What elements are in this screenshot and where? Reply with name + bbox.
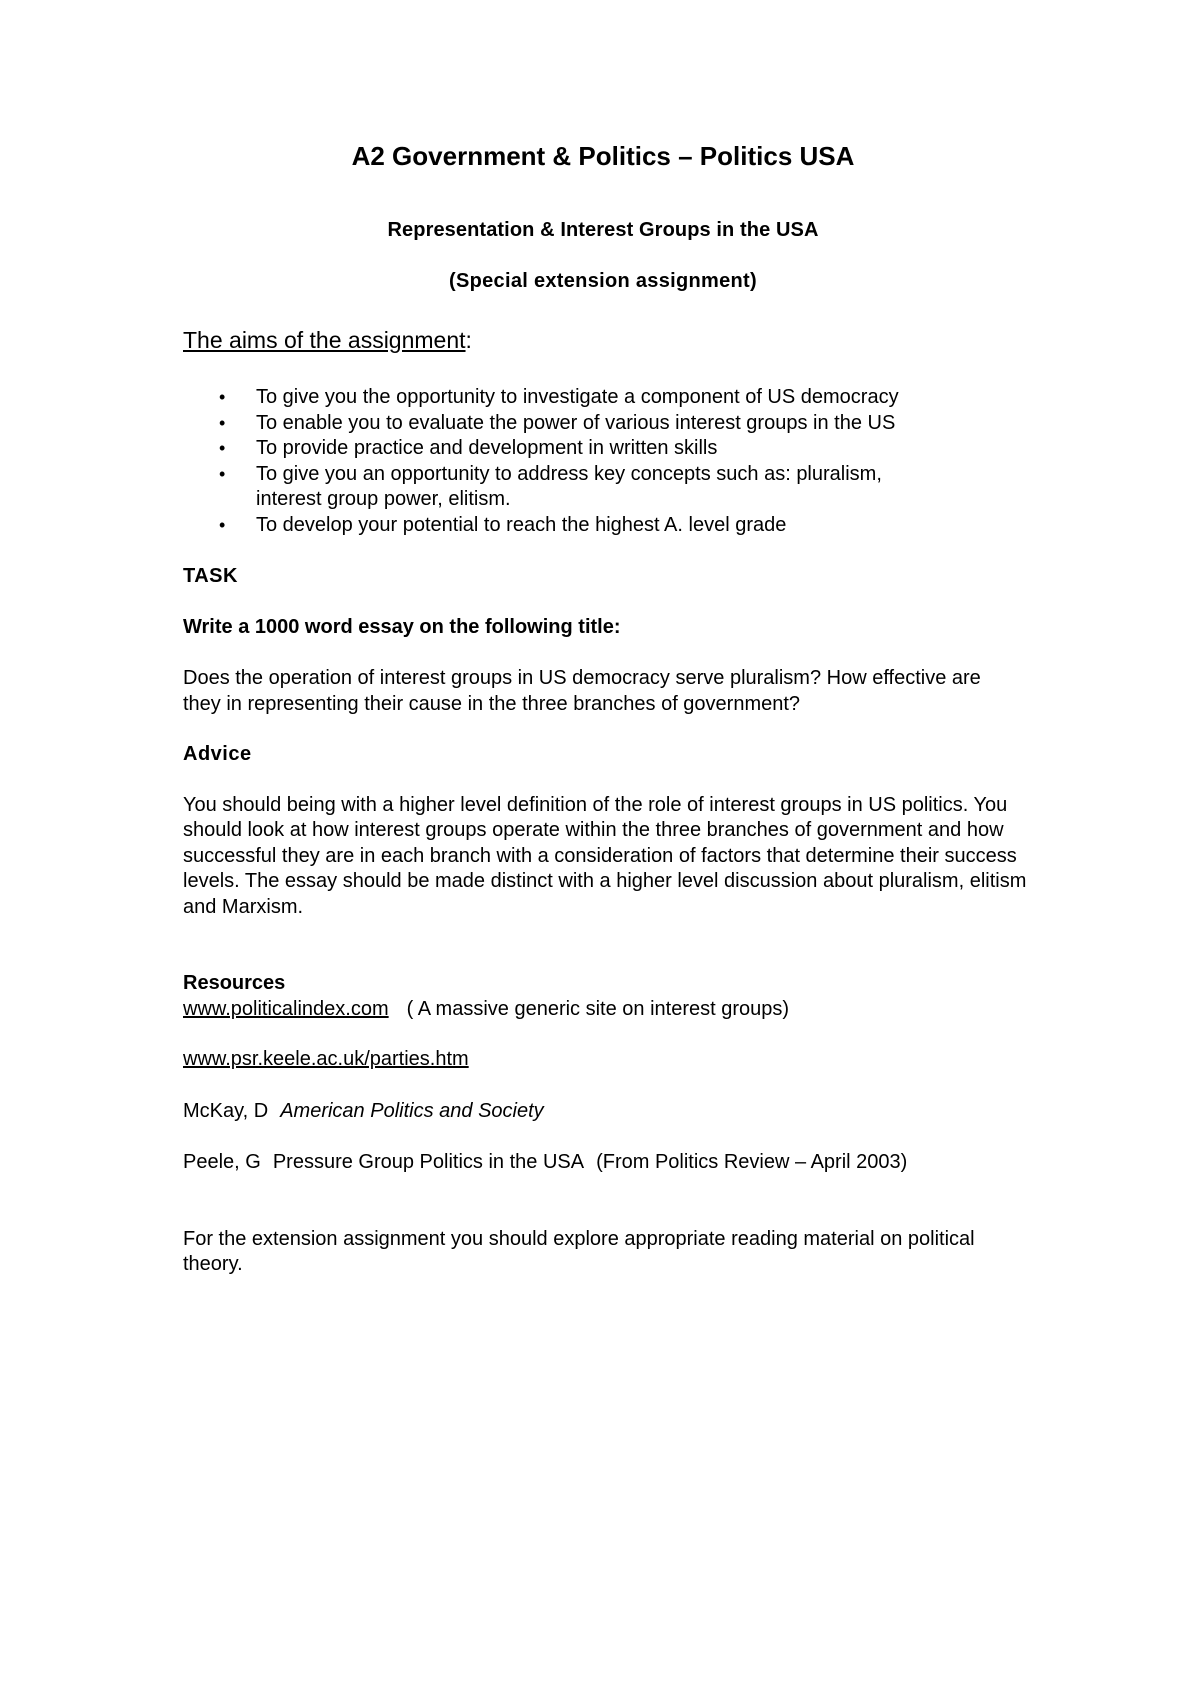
- aims-list-item: [183, 462, 1043, 513]
- resources-heading: Resources: [183, 972, 286, 994]
- aim-text: To enable you to evaluate the power of various interest groups in the US: [256, 411, 896, 434]
- keele-link[interactable]: www.psr.keele.ac.uk/parties.htm: [183, 1048, 469, 1070]
- essay-instruction: Write a 1000 word essay on the following title:: [183, 615, 621, 638]
- essay-question: Does the operation of interest groups in US democracy serve pluralism? How effective are they in representing their cause in the three branches of government?: [183, 667, 981, 715]
- resource-keele: [183, 1047, 1043, 1073]
- aims-list: [183, 385, 1043, 538]
- aim-text: To give you an opportunity to address key concepts such as: pluralism, interest group power, elitism.: [256, 462, 882, 510]
- aims-heading-colon: :: [465, 327, 472, 353]
- aims-heading-text: The aims of the assignment: [183, 327, 466, 353]
- resource-peele: [183, 1150, 1043, 1176]
- advice-heading: Advice: [183, 743, 252, 765]
- aims-list-item: [183, 411, 1043, 437]
- advice-text: You should being with a higher level definition of the role of interest groups in US politics. You should look at how interest groups operate within the three branches of government and how successful they are in each branch with a consideration of factors that determine their success levels. The essay should be made distinct with a higher level discussion about pluralism, elitism and Marxism.: [183, 793, 1027, 918]
- resource-mckay: [183, 1099, 1043, 1125]
- aims-list-item: [183, 436, 1043, 462]
- mckay-title: American Politics and Society: [280, 1099, 544, 1122]
- politicalindex-note: ( A massive generic site on interest groups): [406, 997, 790, 1020]
- task-heading: TASK: [183, 565, 238, 587]
- bullet-icon: •: [219, 463, 226, 484]
- aim-text: To develop your potential to reach the highest A. level grade: [256, 513, 787, 536]
- document-title: A2 Government & Politics – Politics USA: [351, 141, 855, 171]
- bullet-icon: •: [219, 387, 226, 407]
- resource-politicalindex: [183, 997, 1043, 1023]
- bullet-icon: •: [219, 412, 226, 433]
- document-page: [183, 140, 1043, 1278]
- aims-heading: [183, 326, 1043, 354]
- assignment-type: (Special extension assignment): [449, 270, 757, 292]
- aims-list-item: [183, 513, 1043, 539]
- politicalindex-link[interactable]: www.politicalindex.com: [183, 997, 389, 1020]
- peele-title: Pressure Group Politics in the USA: [272, 1151, 585, 1173]
- document-subtitle: Representation & Interest Groups in the USA: [387, 219, 819, 241]
- extension-note: For the extension assignment you should explore appropriate reading material on political theory.: [183, 1227, 975, 1275]
- aim-text: To give you the opportunity to investigate a component of US democracy: [256, 386, 899, 408]
- peele-note: (From Politics Review – April 2003): [596, 1151, 908, 1173]
- aim-text: To provide practice and development in written skills: [256, 437, 718, 459]
- bullet-icon: •: [219, 514, 226, 535]
- peele-author: Peele, G: [183, 1151, 261, 1173]
- mckay-author: McKay, D: [183, 1099, 269, 1122]
- bullet-icon: •: [219, 438, 226, 458]
- aims-list-item: [183, 385, 1043, 411]
